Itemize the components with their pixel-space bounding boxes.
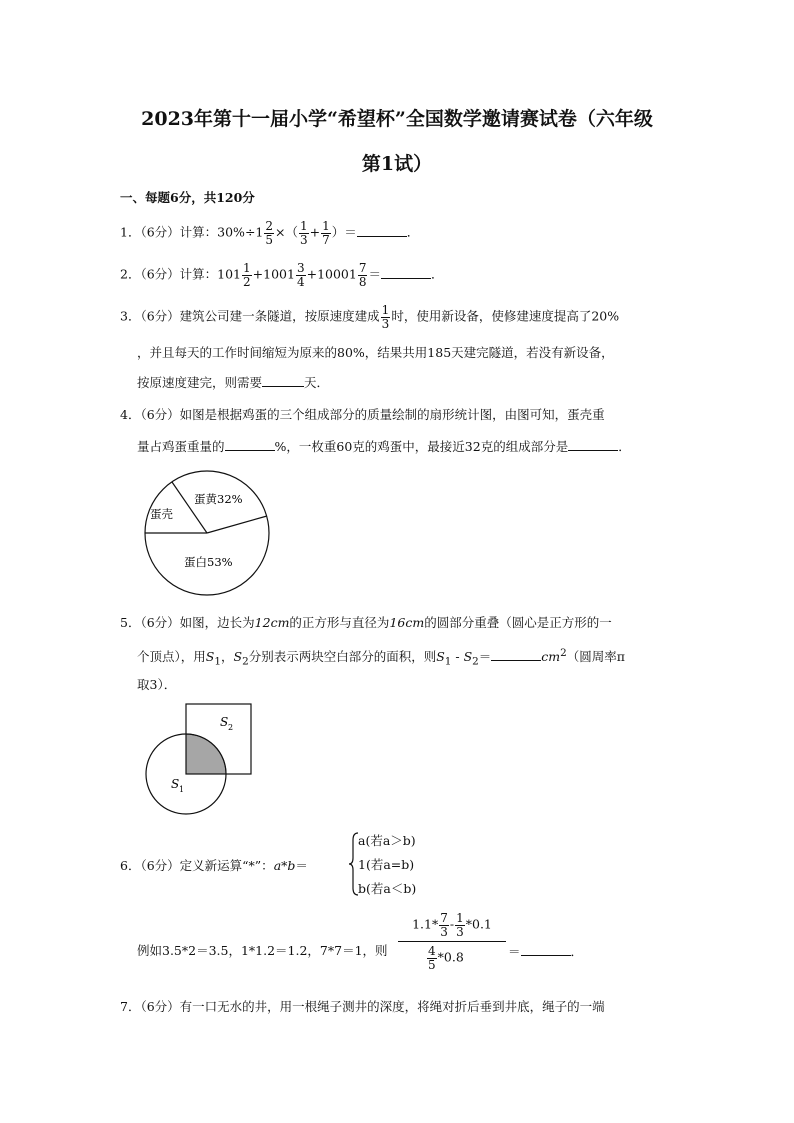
slice-label-white: 蛋白53% [184,555,233,569]
question-2: 2．（6分）计算：101 $\frac{1}{2}$ +1001 $\frac{3}{4}$ +10001 $\frac{7}{8}$ ＝ ． [120,261,444,289]
q3-fraction: $\frac{1}{3}$ [381,303,390,331]
label-s1-subscript: 1 [179,785,185,794]
q1-text: 1．（6分）计算：30%÷1 [120,224,264,240]
slice-label-shell: 蛋壳 [150,507,173,521]
case-a-equal: 1(若a=b) [358,857,415,872]
q1-fraction-2: $\frac{1}{3}$ [300,219,308,247]
question-4-line-2: 量占鸡蛋重量的 %，一枚重60克的鸡蛋中，最接近32克的组成部分是 ． [137,439,631,454]
q6-denominator: $\frac{4}{5}$ *0.8 [428,944,464,972]
answer-blank [357,226,407,237]
answer-blank [225,440,275,451]
question-3-line-2: ，并且每天的工作时间缩短为原来的80%，结果共用185天建完隧道，若没有新设备， [137,345,614,360]
q2-fraction-2: $\frac{3}{4}$ [296,261,305,289]
answer-blank [262,376,304,387]
answer-blank [381,268,431,279]
question-5-line-3: 取3）． [137,677,177,692]
label-s2-subscript: 2 [228,723,234,732]
q2-fraction-3: $\frac{7}{8}$ [358,261,367,289]
section-heading: 一、每题6分，共120分 [120,190,255,205]
question-4-line-1: 4．（6分）如图是根据鸡蛋的三个组成部分的质量绘制的扇形统计图，由图可知，蛋壳重 [120,407,605,422]
question-5-line-1: 5．（6分）如图，边长为12cm的正方形与直径为16cm的圆部分重叠（圆心是正方形的一 [120,615,612,630]
answer-blank [568,440,618,451]
question-7-line-1: 7．（6分）有一口无水的井，用一根绳子测井的深度，将绳对折后垂到井底，绳子的一端 [120,999,605,1014]
q1-fraction-1: $\frac{2}{5}$ [265,219,274,247]
label-s1: S [171,777,180,791]
answer-blank [521,945,571,956]
page-title-line-2: 第1试） [361,153,433,175]
q6-complex-fraction [398,912,506,971]
answer-blank [491,650,541,661]
question-3-line-3: 按原速度建完，则需要 天． [137,375,330,390]
q2-fraction-1: $\frac{1}{2}$ [243,261,251,289]
label-s2: S [220,715,229,729]
question-5-line-2: 个顶点），用$S_1$，$S_2$分别表示两块空白部分的面积，则$S_1 - S_2= cm^2$（圆周率π [137,647,625,668]
slice-label-yolk: 蛋黄32% [194,492,243,506]
question-6-line-1: 6．（6分）定义新运算“*”：a*b＝ [120,858,308,873]
case-a-greater: a(若a＞b) [358,833,416,848]
pie-divider-yolk-white [207,516,267,533]
pie-divider-yolk-shell [172,482,207,533]
egg-pie-chart [142,468,272,598]
question-6-answer: ＝ ． [508,944,584,959]
question-1: 1．（6分）计算：30%÷1 $\frac{2}{5}$ ×（ $\frac{1}{3}$ + $\frac{1}{7}$ ）＝ ． [120,219,420,247]
square-circle-figure [140,702,260,822]
case-a-less: b(若a＜b) [358,881,417,896]
question-3-line-1: 3．（6分）建筑公司建一条隧道，按原速度建成 $\frac{1}{3}$ 时，使用新设备，使修建速度提高了20% [120,303,620,331]
question-6-example: 例如3.5*2＝3.5，1*1.2＝1.2，7*7＝1，则 [137,943,388,958]
page-title-line-1: 2023年第十一届小学“希望杯”全国数学邀请赛试卷（六年级 [141,108,653,130]
q6-numerator: 1.1* $\frac{7}{3}$ - $\frac{1}{3}$ *0.1 [412,911,492,939]
q1-fraction-3: $\frac{1}{7}$ [322,219,330,247]
